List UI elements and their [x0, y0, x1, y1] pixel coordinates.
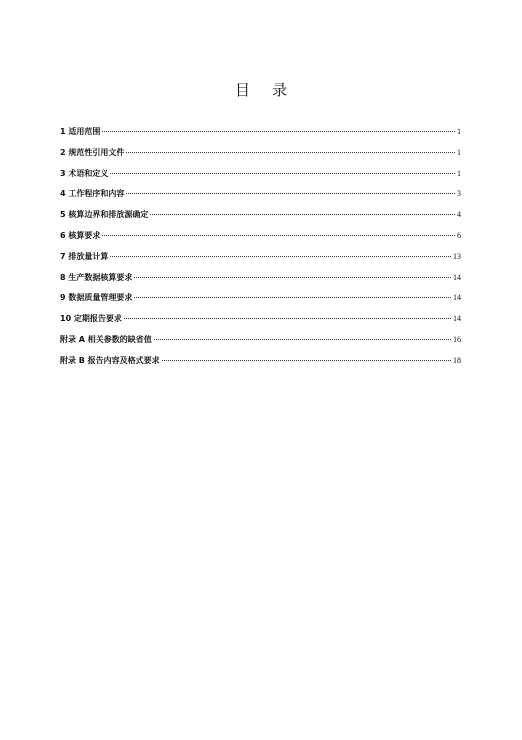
toc-entry-9[interactable]	[60, 292, 461, 313]
toc-entry-page: 3	[457, 189, 461, 199]
toc-entry-label: 6 核算要求	[60, 230, 101, 240]
toc-entry-appendix-a[interactable]	[60, 334, 461, 355]
toc-dot-leader	[162, 360, 451, 361]
toc-dot-leader	[110, 256, 451, 257]
toc-title	[0, 79, 522, 100]
toc-entry-page: 1	[457, 168, 461, 178]
toc-dot-leader	[154, 339, 451, 340]
toc-entry-appendix-b[interactable]	[60, 355, 461, 376]
toc-entry-page: 1	[457, 147, 461, 157]
toc-dot-leader	[126, 193, 455, 194]
toc-entry-page: 18	[453, 355, 461, 365]
toc-entry-page: 14	[453, 314, 461, 324]
toc-entry-label: 3 术语和定义	[60, 168, 109, 178]
toc-dot-leader	[134, 277, 451, 278]
toc-entry-label: 1 适用范围	[60, 127, 101, 136]
toc-entry-label: 9 数据质量管理要求	[60, 293, 133, 303]
toc-entry-page: 16	[453, 334, 461, 344]
toc-entry-3[interactable]	[60, 168, 461, 189]
toc-entry-label: 4 工作程序和内容	[60, 189, 125, 199]
toc-entry-page: 1	[457, 127, 461, 136]
toc-entry-label: 附录 A 相关参数的缺省值	[60, 334, 152, 344]
table-of-contents	[60, 126, 461, 376]
toc-entry-7[interactable]	[60, 251, 461, 272]
toc-entry-label: 附录 B 报告内容及格式要求	[60, 355, 160, 365]
toc-entry-label: 5 核算边界和排放源确定	[60, 210, 149, 220]
toc-dot-leader	[126, 152, 455, 153]
toc-dot-leader	[124, 318, 451, 319]
toc-dot-leader	[150, 214, 455, 215]
toc-entry-8[interactable]	[60, 272, 461, 293]
toc-entry-label: 2 规范性引用文件	[60, 147, 125, 157]
toc-entry-page: 13	[453, 251, 461, 261]
toc-dot-leader	[102, 235, 455, 236]
toc-entry-10[interactable]	[60, 313, 461, 334]
toc-entry-5[interactable]	[60, 209, 461, 230]
toc-entry-page: 6	[457, 230, 461, 240]
toc-dot-leader	[134, 297, 451, 298]
toc-entry-2[interactable]	[60, 147, 461, 168]
toc-entry-label: 8 生产数据核算要求	[60, 272, 133, 282]
toc-entry-page: 4	[457, 210, 461, 220]
toc-entry-4[interactable]	[60, 188, 461, 209]
toc-entry-1[interactable]	[60, 126, 461, 147]
toc-title-part2: 录	[272, 81, 288, 99]
toc-dot-leader	[110, 173, 455, 174]
toc-entry-page: 14	[453, 293, 461, 303]
toc-entry-label: 10 定期报告要求	[60, 314, 122, 324]
toc-entry-page: 14	[453, 272, 461, 282]
toc-dot-leader	[102, 131, 455, 132]
toc-entry-label: 7 排放量计算	[60, 251, 109, 261]
toc-entry-6[interactable]	[60, 230, 461, 251]
toc-title-part1: 目	[234, 81, 250, 99]
